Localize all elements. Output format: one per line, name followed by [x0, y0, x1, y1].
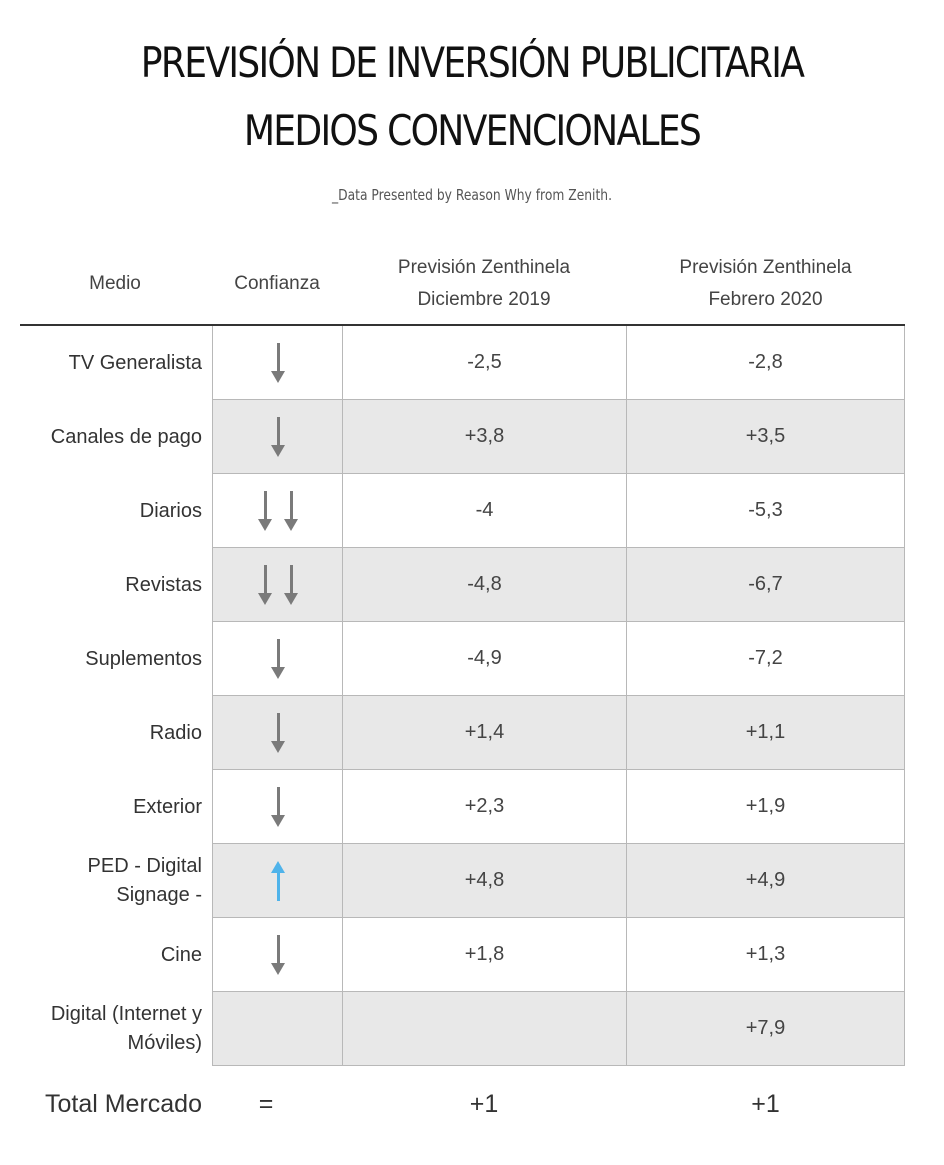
- confianza-cell: [213, 326, 342, 399]
- confianza-cell: [213, 844, 342, 917]
- table-row: [212, 548, 905, 622]
- value-diciembre-2019: +3,8: [464, 425, 505, 447]
- row-label: [20, 474, 202, 548]
- value-febrero-2020: +4,9: [745, 869, 786, 891]
- header-febrero-line1: Previsión Zenthinela: [679, 257, 852, 278]
- header-diciembre-line1: Previsión Zenthinela: [397, 257, 571, 278]
- row-label: [20, 992, 202, 1066]
- row-label: [20, 918, 202, 992]
- row-label-line: Signage -: [116, 884, 202, 906]
- confianza-cell: [213, 474, 342, 547]
- subtitle: _Data Presented by Reason Why from Zenith.: [331, 186, 613, 204]
- value-diciembre-2019: +2,3: [464, 795, 505, 817]
- arrow-down-icon: [272, 639, 284, 679]
- value-diciembre-2019: +1,4: [464, 721, 505, 743]
- row-label-line: Suplementos: [85, 647, 202, 670]
- value-diciembre-2019: -4,8: [467, 573, 502, 595]
- value-febrero-2020: +3,5: [745, 425, 786, 447]
- arrow-down-icon: [272, 417, 284, 457]
- value-diciembre-2019: -4: [475, 499, 494, 521]
- value-diciembre-2019: [343, 992, 626, 1065]
- row-label: [20, 844, 202, 918]
- arrow-down-icon: [285, 491, 297, 531]
- table-row: [212, 918, 905, 992]
- table-row: [212, 326, 905, 400]
- arrow-down-icon: [285, 565, 297, 605]
- arrow-down-icon: [272, 935, 284, 975]
- row-label-line: Radio: [149, 721, 202, 744]
- table-row: [212, 696, 905, 770]
- value-diciembre-2019: +4,8: [464, 869, 505, 891]
- row-label-line: Diarios: [139, 499, 202, 522]
- confianza-cell: [213, 548, 342, 621]
- arrow-down-icon: [259, 491, 271, 531]
- confianza-cell: [213, 622, 342, 695]
- header-febrero-2020: [626, 252, 905, 316]
- row-label: [20, 326, 202, 400]
- confianza-cell: [213, 992, 342, 1065]
- header-diciembre-2019: [342, 252, 626, 316]
- header-diciembre-line2: Diciembre 2019: [417, 289, 551, 310]
- row-label-line: Canales de pago: [50, 425, 202, 448]
- arrow-down-icon: [272, 787, 284, 827]
- value-febrero-2020: -7,2: [748, 647, 783, 669]
- value-febrero-2020: +1,9: [745, 795, 786, 817]
- header-confianza: Confianza: [234, 273, 320, 294]
- row-label-line: Exterior: [133, 795, 202, 818]
- header-febrero-line2: Febrero 2020: [708, 289, 823, 310]
- value-diciembre-2019: +1,8: [464, 943, 505, 965]
- title-line-1: PREVISIÓN DE INVERSIÓN PUBLICITARIA: [140, 38, 804, 87]
- table-row: [212, 474, 905, 548]
- value-diciembre-2019: -2,5: [467, 351, 502, 373]
- value-febrero-2020: +1,3: [745, 943, 786, 965]
- value-febrero-2020: +7,9: [745, 1017, 786, 1039]
- row-label-line: Cine: [160, 943, 202, 966]
- row-label-line: Revistas: [125, 573, 202, 596]
- value-febrero-2020: -5,3: [748, 499, 783, 521]
- row-label-line: Móviles): [127, 1032, 202, 1054]
- table-row: [212, 400, 905, 474]
- row-label: [20, 622, 202, 696]
- table-row: [212, 622, 905, 696]
- row-label-line: Digital (Internet y: [50, 1003, 202, 1025]
- total-febrero-2020: +1: [751, 1090, 780, 1118]
- total-label: Total Mercado: [44, 1090, 202, 1118]
- row-label-line: PED - Digital: [87, 855, 202, 877]
- value-febrero-2020: -6,7: [748, 573, 783, 595]
- table-row: [212, 992, 905, 1066]
- confianza-cell: [213, 918, 342, 991]
- confianza-cell: [213, 696, 342, 769]
- row-label: [20, 696, 202, 770]
- confianza-cell: [213, 400, 342, 473]
- table-row: [212, 844, 905, 918]
- value-febrero-2020: -2,8: [748, 351, 783, 373]
- row-label: [20, 400, 202, 474]
- arrow-down-icon: [272, 713, 284, 753]
- title-line-2: MEDIOS CONVENCIONALES: [243, 106, 701, 155]
- arrow-down-icon: [259, 565, 271, 605]
- total-confianza: =: [258, 1090, 274, 1118]
- value-febrero-2020: +1,1: [745, 721, 786, 743]
- total-diciembre-2019: +1: [469, 1090, 499, 1118]
- arrow-up-icon: [272, 861, 284, 901]
- table-row: [212, 770, 905, 844]
- value-diciembre-2019: -4,9: [467, 647, 502, 669]
- row-label: [20, 770, 202, 844]
- row-label-line: TV Generalista: [68, 351, 202, 374]
- row-label: [20, 548, 202, 622]
- arrow-down-icon: [272, 343, 284, 383]
- header-medio: Medio: [89, 273, 141, 294]
- confianza-cell: [213, 770, 342, 843]
